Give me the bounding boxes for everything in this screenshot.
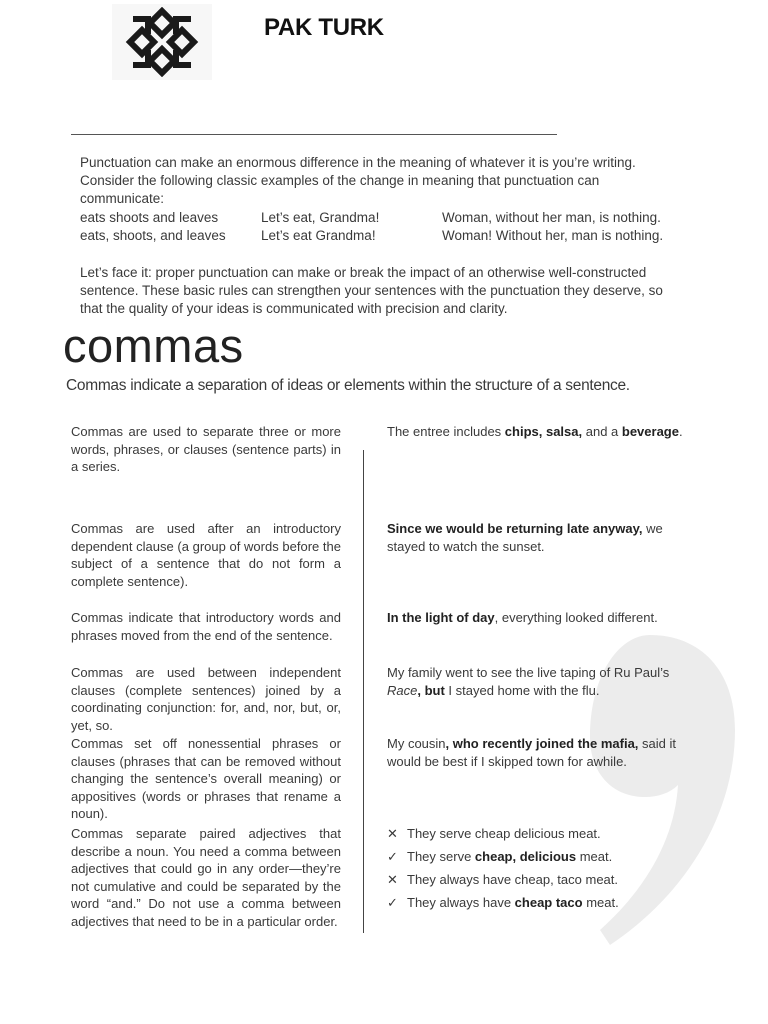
header-divider xyxy=(71,134,557,135)
text-run: I stayed home with the flu. xyxy=(444,682,600,698)
example-adjective-line xyxy=(387,894,619,912)
text-run-bold: cheap, delicious xyxy=(474,849,577,864)
example-column-1 xyxy=(80,209,226,245)
column-divider xyxy=(363,450,364,933)
check-icon: ✓ xyxy=(387,849,398,864)
rule-series: Commas are used to separate three or more words, phrases, or clauses (sentence parts) in a series. xyxy=(71,424,341,474)
text-run-bold: Since we would be returning late anyway, xyxy=(387,521,643,536)
brand-title: PAK TURK xyxy=(264,14,384,41)
rule-paired-adjectives: Commas separate paired adjectives that describe a noun. You need a comma between adjectives that could go in any order—they’re not cumulative and could be separated by the word “and.” Do not use a comma between adjectives that need to be in a particular order. xyxy=(71,826,341,929)
cross-icon: ✕ xyxy=(387,872,398,887)
text-run-bold: , but xyxy=(417,682,445,698)
text-run: They serve cheap delicious meat. xyxy=(407,826,601,841)
example-nonessential xyxy=(387,735,677,770)
example-column-3 xyxy=(442,209,663,245)
example-introductory-words xyxy=(387,609,702,627)
intro-line-1: Punctuation can make an enormous difference in the meaning of whatever it is you’re writing. xyxy=(80,155,636,170)
example-text: eats shoots and leaves xyxy=(80,210,219,225)
cross-icon: ✕ xyxy=(387,826,398,841)
example-column-2 xyxy=(261,209,379,245)
text-run: They serve xyxy=(407,849,475,864)
text-run: we stayed to watch the sunset. xyxy=(387,521,663,554)
rule-independent-clauses: Commas are used between independent clauses (complete sentences) joined by a coordinating conjunction: for, and, nor, but, or, yet, so. xyxy=(71,665,341,733)
text-run: . xyxy=(678,424,683,439)
text-run: My cousin xyxy=(387,736,446,751)
rule-nonessential: Commas set off nonessential phrases or clauses (phrases that can be removed without changing the sentence’s overall meaning) or appositives (words or phrases that rename a noun). xyxy=(71,736,341,821)
text-run-bold: In the light of day xyxy=(387,610,495,625)
example-independent-clauses xyxy=(387,664,677,699)
logo xyxy=(112,4,212,80)
check-icon: ✓ xyxy=(387,895,398,910)
example-text: Let’s eat, Grandma! xyxy=(261,210,380,225)
text-run-bold: , who recently joined the mafia, xyxy=(445,736,639,751)
rule-introductory-words: Commas indicate that introductory words and phrases moved from the end of the sentence. xyxy=(71,610,341,643)
knot-logo-icon xyxy=(122,7,202,77)
example-adjective-line xyxy=(387,871,618,889)
text-run-italic: Race xyxy=(387,682,418,698)
example-series xyxy=(387,423,702,441)
example-adjective-line xyxy=(387,825,601,843)
section-subtitle: Commas indicate a separation of ideas or elements within the structure of a sentence. xyxy=(66,377,630,394)
text-run: meat. xyxy=(576,849,613,864)
text-run: The entree includes xyxy=(387,424,505,439)
intro-paragraph xyxy=(80,154,680,208)
text-run: My family went to see the live taping of Ru Paul’s xyxy=(387,665,670,680)
example-text: Woman! Without her, man is nothing. xyxy=(442,228,664,243)
outro-text: Let’s face it: proper punctuation can make or break the impact of an otherwise well-constructed sentence. These basic rules can strengthen your sentences with the punctuation they deserve, so that the quality of your ideas is communicated with precision and clarity. xyxy=(80,265,663,316)
example-text: eats, shoots, and leaves xyxy=(80,228,226,243)
text-run-bold: cheap taco xyxy=(514,895,583,910)
example-adjective-line xyxy=(387,848,612,866)
text-run: , everything looked different. xyxy=(494,610,658,625)
text-run: They always have cheap, taco meat. xyxy=(407,872,619,887)
rule-introductory-clause: Commas are used after an introductory dependent clause (a group of words before the subject of a sentence that do not form a complete sentence). xyxy=(71,521,341,589)
example-introductory-clause xyxy=(387,520,702,555)
text-run: meat. xyxy=(582,895,619,910)
intro-line-2: Consider the following classic examples of the change in meaning that punctuation can communicate: xyxy=(80,173,600,206)
text-run: said it would be best if I skipped town for awhile. xyxy=(387,736,676,769)
text-run: and a xyxy=(582,424,622,439)
example-text: Woman, without her man, is nothing. xyxy=(442,210,661,225)
outro-paragraph xyxy=(80,264,670,318)
text-run-bold: beverage xyxy=(621,424,679,439)
text-run: They always have xyxy=(407,895,515,910)
text-run-bold: chips, salsa, xyxy=(504,424,583,439)
example-text: Let’s eat Grandma! xyxy=(261,228,376,243)
section-title: commas xyxy=(63,319,244,372)
